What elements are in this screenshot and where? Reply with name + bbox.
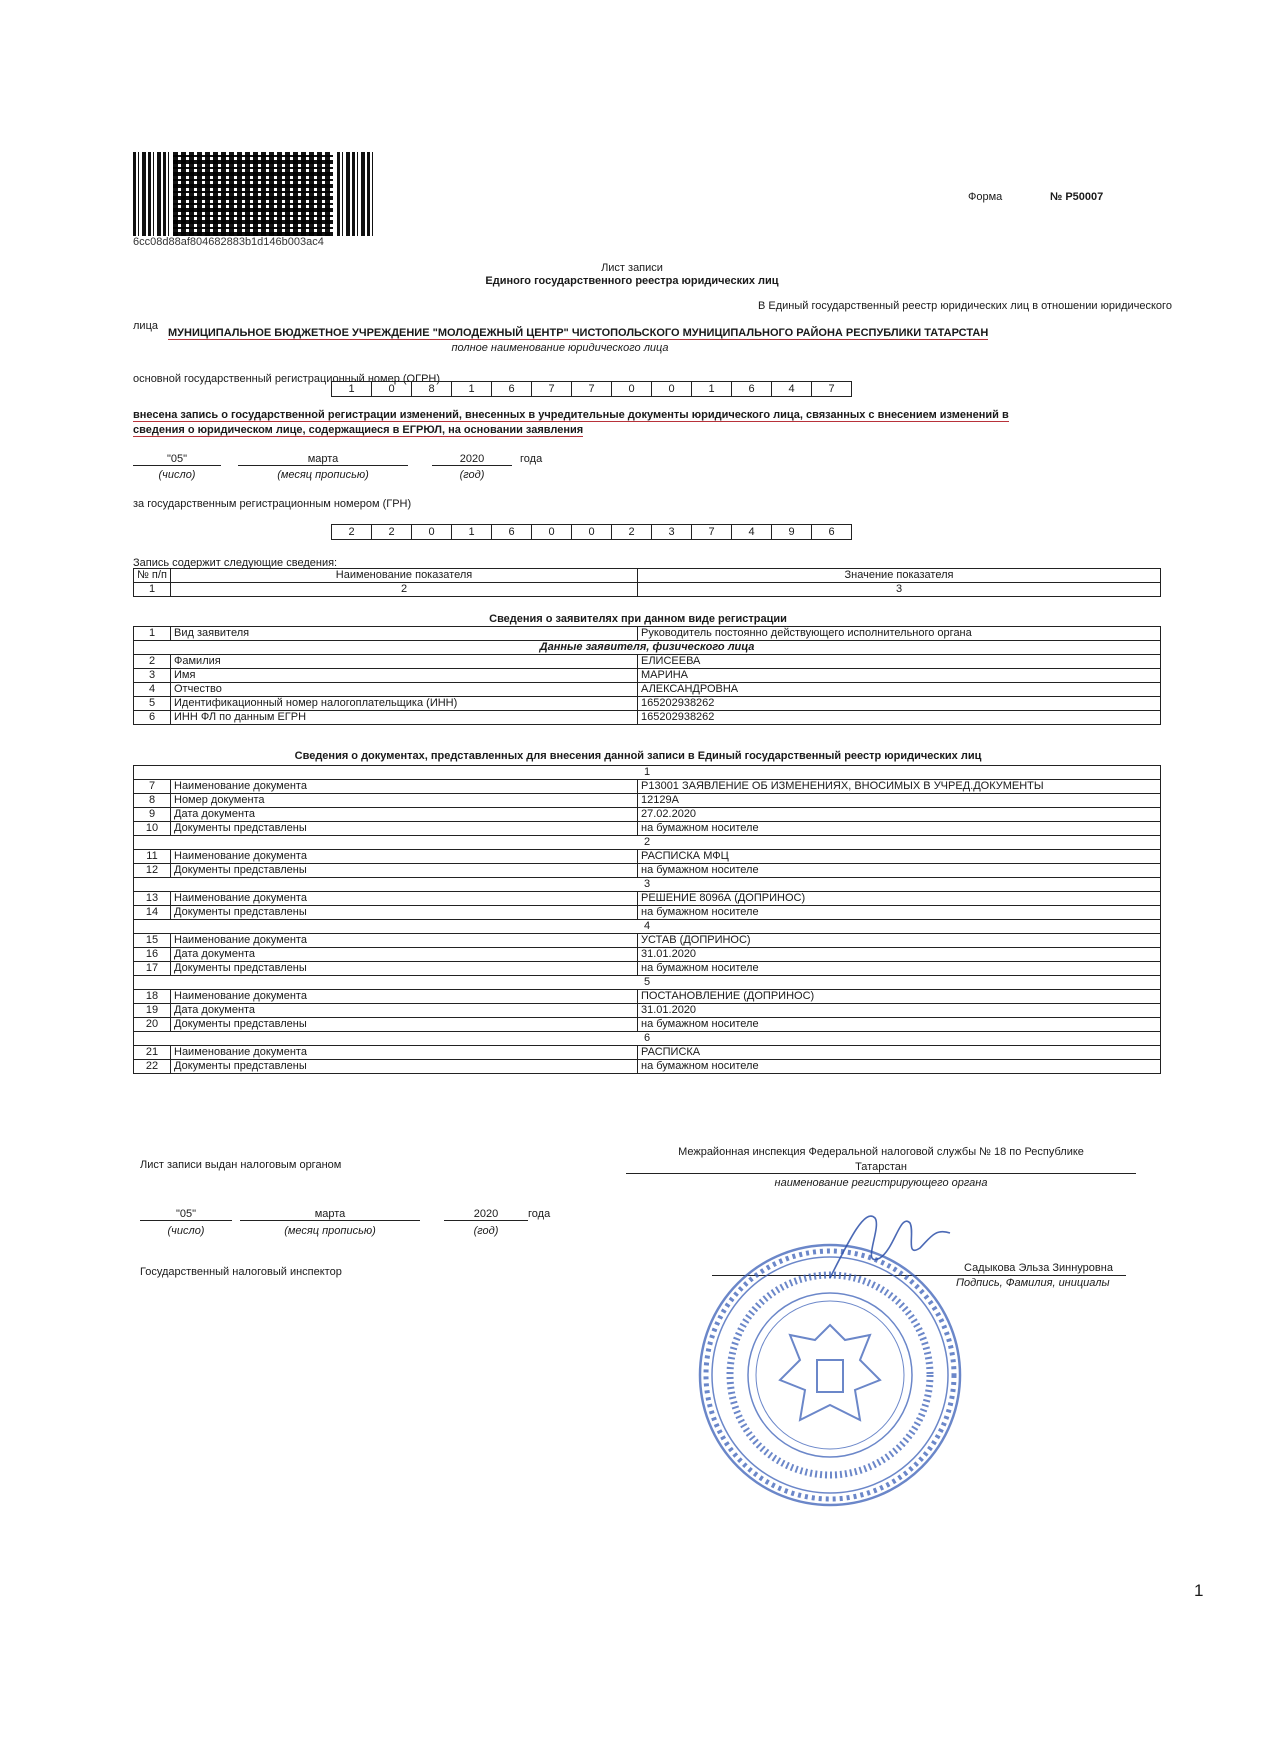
signature xyxy=(820,1198,960,1288)
table-row: 6 ИНН ФЛ по данным ЕГРН 165202938262 xyxy=(134,711,1161,725)
group-row: 4 xyxy=(134,920,1161,934)
table-row: 10 Документы представлены на бумажном носителе xyxy=(134,822,1161,836)
table-row: 2 Фамилия ЕЛИСЕЕВА xyxy=(134,655,1161,669)
inspector-label: Государственный налоговый инспектор xyxy=(140,1266,342,1278)
table-row: 13 Наименование документа РЕШЕНИЕ 8096А (ДОПРИНОС) xyxy=(134,892,1161,906)
group-row: 3 xyxy=(134,878,1161,892)
date2-day-caption: (число) xyxy=(167,1225,205,1237)
table-row: 1 Вид заявителя Руководитель постоянно действующего исполнительного органа xyxy=(134,627,1161,641)
barcode xyxy=(133,152,373,236)
date1-year-suffix: года xyxy=(520,453,543,465)
date1-month-caption: (месяц прописью) xyxy=(277,469,369,481)
table-row: 18 Наименование документа ПОСТАНОВЛЕНИЕ (ДОПРИНОС) xyxy=(134,990,1161,1004)
date2-year: 2020 xyxy=(444,1208,528,1221)
table-row: 21 Наименование документа РАСПИСКА xyxy=(134,1046,1161,1060)
table-row: 19 Дата документа 31.01.2020 xyxy=(134,1004,1161,1018)
documents-table xyxy=(133,765,1161,1074)
page-number: 1 xyxy=(1194,1581,1204,1600)
entity-name: МУНИЦИПАЛЬНОЕ БЮДЖЕТНОЕ УЧРЕЖДЕНИЕ "МОЛОДЕЖНЫЙ ЦЕНТР" ЧИСТОПОЛЬСКОГО МУНИЦИПАЛЬНОГО РАЙОНА РЕСПУБЛИКИ ТАТАРСТАН xyxy=(168,327,989,339)
table-row: 22 Документы представлены на бумажном носителе xyxy=(134,1060,1161,1074)
grn-label: за государственным регистрационным номером (ГРН) xyxy=(133,498,412,510)
documents-section-title: Сведения о документах, представленных для внесения данной записи в Единый государственный реестр юридических лиц xyxy=(294,750,982,762)
form-number: № Р50007 xyxy=(1050,191,1104,203)
barcode-text: 6cc08d88af804682883b1d146b003ac4 xyxy=(133,236,324,248)
date2-day: "05" xyxy=(140,1208,232,1221)
table-row: 9 Дата документа 27.02.2020 xyxy=(134,808,1161,822)
group-row: 1 xyxy=(134,766,1161,780)
applicant-table xyxy=(133,626,1161,725)
ogrn-label: основной государственный регистрационный номер (ОГРН) xyxy=(133,373,441,385)
authority-caption: наименование регистрирующего органа xyxy=(774,1177,988,1189)
table-row: 4 Отчество АЛЕКСАНДРОВНА xyxy=(134,683,1161,697)
table-row: 7 Наименование документа Р13001 ЗАЯВЛЕНИЕ ОБ ИЗМЕНЕНИЯХ, ВНОСИМЫХ В УЧРЕД.ДОКУМЕНТЫ xyxy=(134,780,1161,794)
table-row: 17 Документы представлены на бумажном носителе xyxy=(134,962,1161,976)
date2-month-caption: (месяц прописью) xyxy=(284,1225,376,1237)
intro-line1: В Единый государственный реестр юридических лиц в отношении юридического xyxy=(758,300,1172,312)
record-line1: внесена запись о государственной регистрации изменений, внесенных в учредительные документы юридического лица, связанных с внесением изменений в xyxy=(133,409,1009,421)
group-row: 5 xyxy=(134,976,1161,990)
table-row: 11 Наименование документа РАСПИСКА МФЦ xyxy=(134,850,1161,864)
group-row: 2 xyxy=(134,836,1161,850)
table-row: 15 Наименование документа УСТАВ (ДОПРИНОС) xyxy=(134,934,1161,948)
record-line2: сведения о юридическом лице, содержащиеся в ЕГРЮЛ, на основании заявления xyxy=(133,424,584,436)
table-row: 14 Документы представлены на бумажном носителе xyxy=(134,906,1161,920)
group-row: 6 xyxy=(134,1032,1161,1046)
table-row: 3 Имя МАРИНА xyxy=(134,669,1161,683)
table-row: 16 Дата документа 31.01.2020 xyxy=(134,948,1161,962)
form-label: Форма xyxy=(968,191,1003,203)
table-row: 20 Документы представлены на бумажном носителе xyxy=(134,1018,1161,1032)
inspector-caption: Подпись, Фамилия, инициалы xyxy=(956,1277,1110,1289)
date2-month: марта xyxy=(240,1208,420,1221)
authority-line1: Межрайонная инспекция Федеральной налоговой службы № 18 по Республике xyxy=(678,1146,1084,1158)
contents-label: Запись содержит следующие сведения: xyxy=(133,557,338,569)
issued-label: Лист записи выдан налоговым органом xyxy=(140,1159,342,1171)
inspector-name: Садыкова Эльза Зиннуровна xyxy=(964,1262,1113,1274)
title-line1: Лист записи xyxy=(601,262,663,274)
table-subtitle-row: Данные заявителя, физического лица xyxy=(134,641,1161,655)
applicant-section-title: Сведения о заявителях при данном виде регистрации xyxy=(489,613,787,625)
ogrn-digits: 1 0 8 1 6 7 7 0 0 1 6 4 7 xyxy=(331,381,852,397)
intro-prefix: лица xyxy=(133,320,158,332)
authority-line2: Татарстан xyxy=(626,1161,1136,1174)
date2-year-suffix: года xyxy=(528,1208,551,1220)
entity-caption: полное наименование юридического лица xyxy=(451,342,669,354)
date1-day: "05" xyxy=(133,453,221,466)
table-row: 5 Идентификационный номер налогоплательщика (ИНН) 165202938262 xyxy=(134,697,1161,711)
date1-year-caption: (год) xyxy=(459,469,485,481)
date1-day-caption: (число) xyxy=(158,469,196,481)
date1-year: 2020 xyxy=(432,453,512,466)
date2-year-caption: (год) xyxy=(473,1225,499,1237)
header-table: № п/п Наименование показателя Значение показателя 1 2 3 xyxy=(133,568,1161,597)
title-line2: Единого государственного реестра юридических лиц xyxy=(485,275,779,287)
grn-digits: 2 2 0 1 6 0 0 2 3 7 4 9 6 xyxy=(331,524,852,540)
table-row: 12 Документы представлены на бумажном носителе xyxy=(134,864,1161,878)
date1-month: марта xyxy=(238,453,408,466)
table-row: 8 Номер документа 12129А xyxy=(134,794,1161,808)
